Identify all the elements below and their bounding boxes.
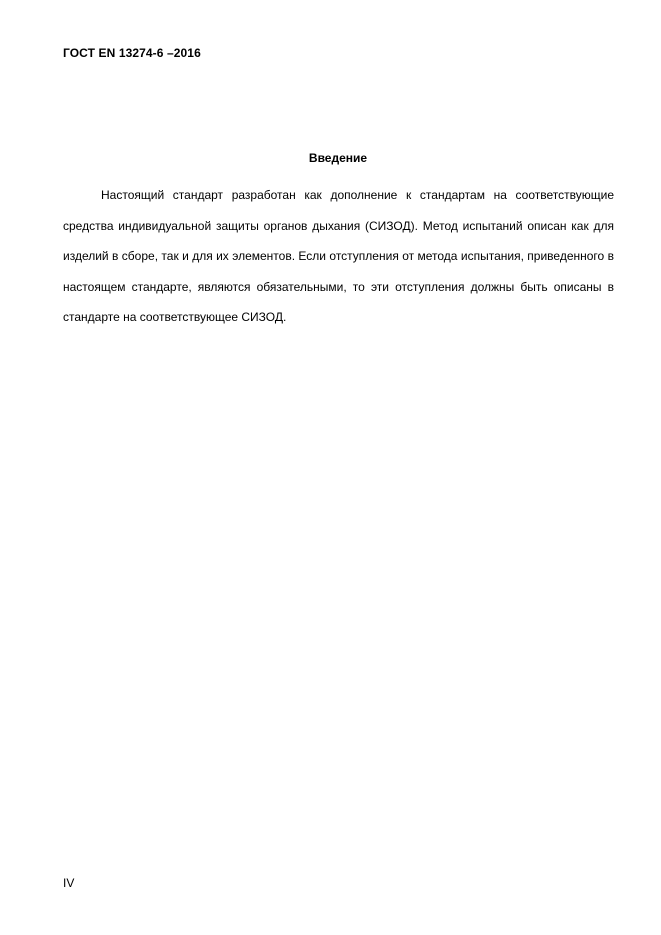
page-number: IV [63, 876, 75, 890]
document-header: ГОСТ EN 13274-6 –2016 [63, 46, 201, 60]
intro-paragraph: Настоящий стандарт разработан как дополнение к стандартам на соответствующие средства индивидуальной защиты органов дыхания (СИЗОД). Метод испытаний описан как для изделий в сборе, так и для их элементов. Если отступления от метода испытания, приведенного в настоящем стандарте, являются обязательными, то эти отступления должны быть описаны в стандарте на соответствующее СИЗОД. [63, 188, 614, 324]
section-title: Введение [308, 151, 368, 165]
